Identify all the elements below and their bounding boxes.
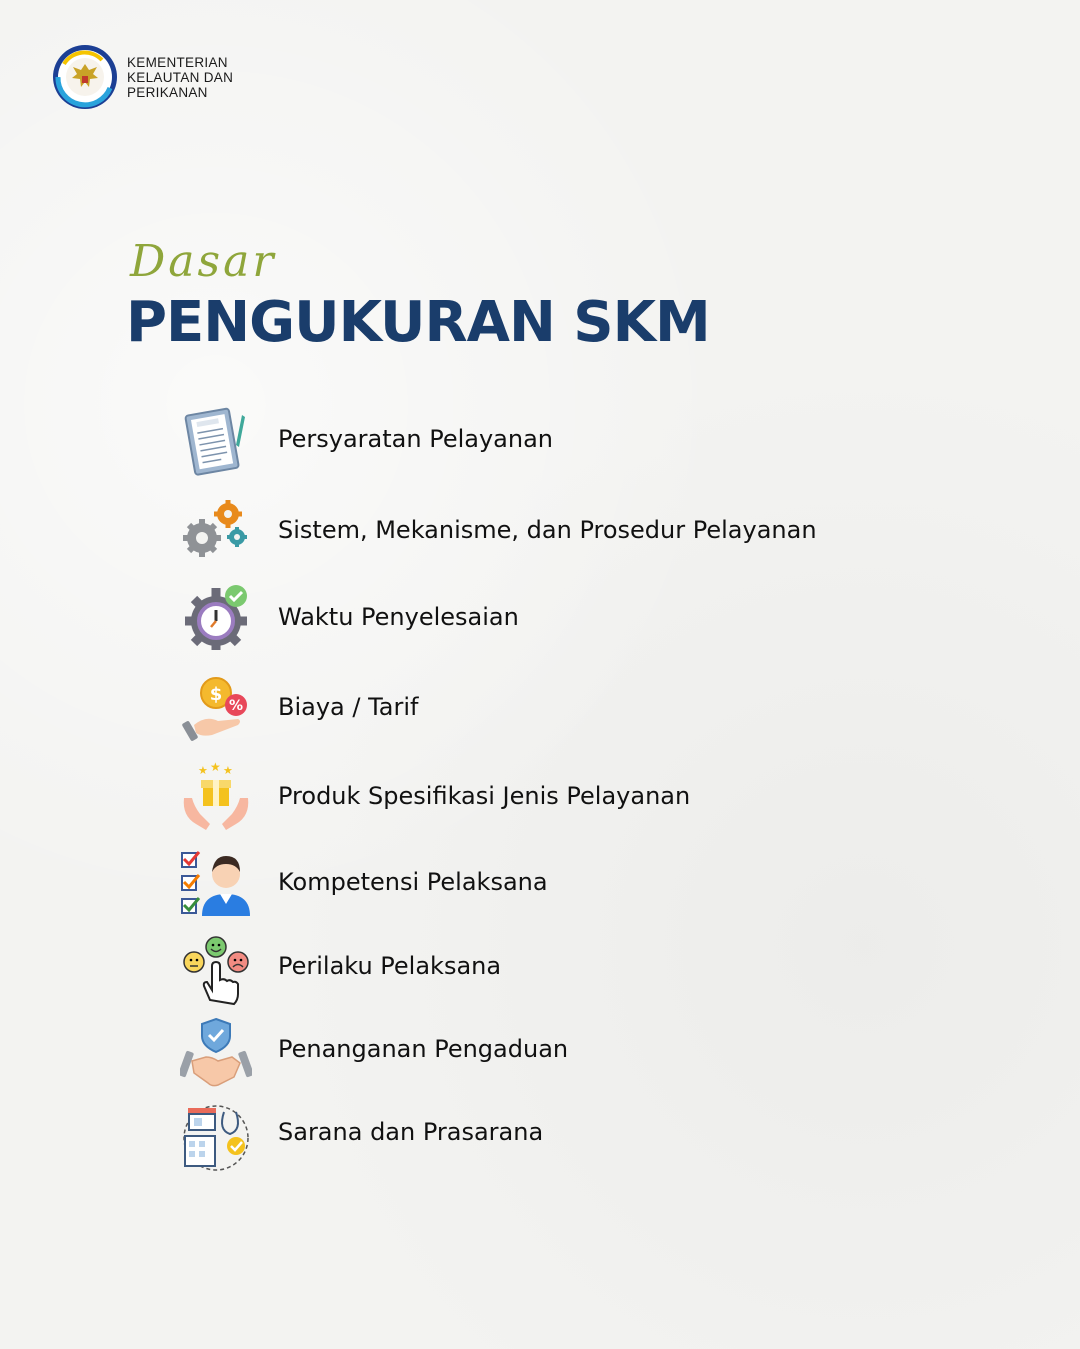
list-item <box>180 583 940 663</box>
item-label: Produk Spesifikasi Jenis Pelayanan <box>278 782 691 810</box>
item-label: Persyaratan Pelayanan <box>278 425 553 453</box>
item-label: Kompetensi Pelaksana <box>278 868 548 896</box>
item-label: Sistem, Mekanisme, dan Prosedur Pelayanan <box>278 516 817 544</box>
person-checklist-icon <box>180 850 252 922</box>
brand-name <box>127 55 233 100</box>
item-label: Penanganan Pengaduan <box>278 1035 569 1063</box>
item-label: Perilaku Pelaksana <box>278 952 502 980</box>
item-label: Biaya / Tarif <box>278 693 419 721</box>
item-label: Waktu Penyelesaian <box>278 603 519 631</box>
brand-line-2: KELAUTAN DAN <box>127 70 234 85</box>
page-title: PENGUKURAN SKM <box>126 290 710 355</box>
brand-line-3: PERIKANAN <box>127 85 208 100</box>
list-item <box>180 934 940 1014</box>
feedback-faces-icon <box>180 934 252 1006</box>
coin-hand-icon <box>180 673 252 745</box>
list-item <box>180 673 940 753</box>
clock-gear-icon <box>180 583 252 655</box>
building-facilities-icon <box>180 1102 252 1174</box>
list-item <box>180 850 940 930</box>
svg-text:★: ★ <box>210 762 221 774</box>
svg-text:$: $ <box>209 684 223 705</box>
svg-text:%: % <box>228 698 244 714</box>
list-item <box>180 762 940 842</box>
svg-text:★: ★ <box>198 764 208 777</box>
handshake-shield-icon <box>180 1017 252 1089</box>
brand-logo <box>52 44 292 114</box>
list-item <box>180 1102 940 1182</box>
kkp-garuda-emblem-icon <box>52 44 118 110</box>
list-item <box>180 496 940 576</box>
item-label: Sarana dan Prasarana <box>278 1118 544 1146</box>
list-item <box>180 405 940 485</box>
list-item <box>180 1017 940 1097</box>
title-script: Dasar <box>130 236 277 287</box>
clipboard-form-icon <box>180 405 252 477</box>
brand-line-1: KEMENTERIAN <box>127 55 228 70</box>
gears-icon <box>180 496 252 568</box>
svg-text:★: ★ <box>223 764 233 777</box>
product-box-hands-icon <box>180 762 252 834</box>
